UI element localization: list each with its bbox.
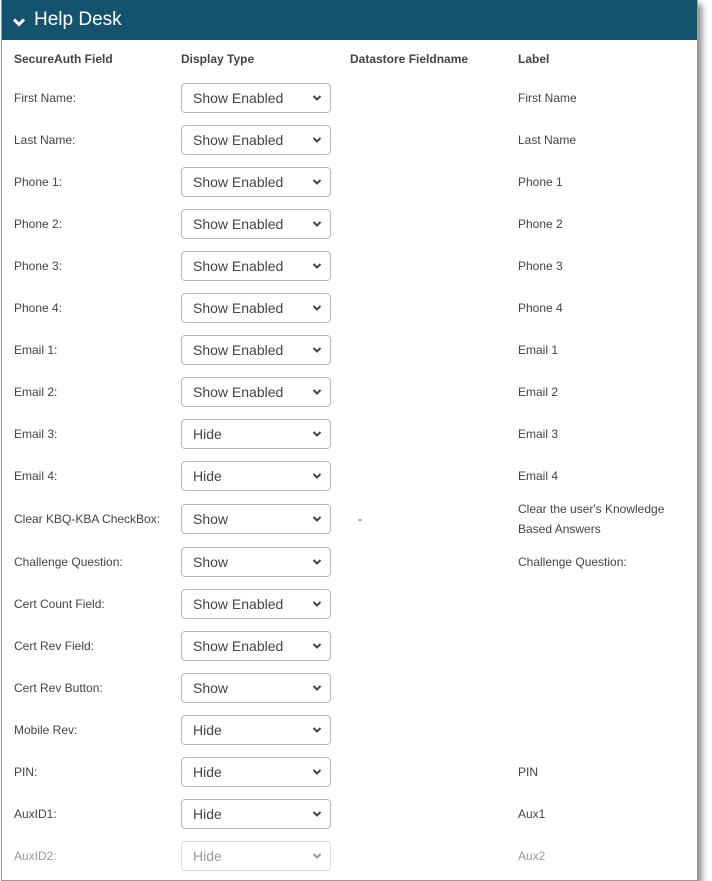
- display-type-select[interactable]: [181, 757, 331, 787]
- chevron-down-icon: [312, 384, 322, 400]
- display-type-value: Show: [193, 511, 229, 527]
- chevron-down-icon: [312, 174, 322, 190]
- column-header-display-type: Display Type: [181, 51, 255, 66]
- field-label: Email 4: [518, 469, 559, 483]
- display-type-select[interactable]: [181, 631, 331, 661]
- field-label: Aux1: [518, 807, 546, 821]
- table-row: [2, 119, 697, 161]
- chevron-down-icon: [312, 848, 322, 864]
- field-label: Phone 3: [518, 259, 563, 273]
- field-name: Cert Count Field:: [14, 597, 105, 611]
- panel-header[interactable]: [2, 0, 697, 40]
- display-type-value: Show Enabled: [193, 384, 284, 400]
- field-label: Aux2: [518, 849, 546, 863]
- field-label: Phone 1: [518, 175, 563, 189]
- column-header-label: Label: [518, 51, 550, 66]
- field-label: Email 3: [518, 427, 559, 441]
- display-type-select[interactable]: [181, 673, 331, 703]
- display-type-select[interactable]: [181, 335, 331, 365]
- chevron-down-icon: [312, 554, 322, 570]
- table-row: [2, 793, 697, 835]
- chevron-down-icon: [312, 426, 322, 442]
- field-label: Clear the user's Knowledge Based Answers: [518, 502, 665, 536]
- field-name: Phone 3:: [14, 259, 63, 273]
- field-label: Challenge Question:: [518, 555, 627, 569]
- field-label: Email 1: [518, 343, 559, 357]
- help-desk-panel: [1, 0, 698, 881]
- chevron-down-icon: [312, 806, 322, 822]
- table-row: [2, 161, 697, 203]
- table-row: [2, 667, 697, 709]
- chevron-down-icon: [312, 132, 322, 148]
- display-type-select[interactable]: [181, 504, 331, 534]
- column-header-field: SecureAuth Field: [14, 51, 113, 66]
- table-row: [2, 541, 697, 583]
- chevron-down-icon: [312, 90, 322, 106]
- field-name: Email 1:: [14, 343, 58, 357]
- display-type-select[interactable]: [181, 547, 331, 577]
- field-label: Last Name: [518, 133, 577, 147]
- display-type-select[interactable]: [181, 167, 331, 197]
- field-name: PIN:: [14, 765, 38, 779]
- display-type-value: Show Enabled: [193, 216, 284, 232]
- field-label: Email 2: [518, 385, 559, 399]
- display-type-value: Hide: [193, 764, 222, 780]
- display-type-select[interactable]: [181, 715, 331, 745]
- table-header: [2, 40, 697, 77]
- table-row: [2, 583, 697, 625]
- display-type-value: Hide: [193, 806, 222, 822]
- field-name: Cert Rev Button:: [14, 681, 103, 695]
- table-row: [2, 751, 697, 793]
- display-type-select[interactable]: [181, 461, 331, 491]
- field-name: Email 2:: [14, 385, 58, 399]
- chevron-down-icon: [312, 216, 322, 232]
- table-row: [2, 455, 697, 497]
- display-type-select[interactable]: [181, 125, 331, 155]
- chevron-down-icon: [312, 468, 322, 484]
- chevron-down-icon[interactable]: [12, 13, 26, 27]
- display-type-select[interactable]: [181, 419, 331, 449]
- field-name: Phone 2:: [14, 217, 63, 231]
- table-row: [2, 77, 697, 119]
- display-type-select[interactable]: [181, 209, 331, 239]
- chevron-down-icon: [312, 342, 322, 358]
- field-name: AuxID2:: [14, 849, 57, 863]
- chevron-down-icon: [312, 596, 322, 612]
- table-row: [2, 709, 697, 751]
- field-name: Last Name:: [14, 133, 76, 147]
- field-name: Challenge Question:: [14, 555, 123, 569]
- display-type-value: Hide: [193, 426, 222, 442]
- display-type-select[interactable]: [181, 251, 331, 281]
- display-type-select[interactable]: [181, 377, 331, 407]
- field-label: Phone 4: [518, 301, 563, 315]
- chevron-down-icon: [312, 680, 322, 696]
- field-name: Email 4:: [14, 469, 58, 483]
- table-row: [2, 287, 697, 329]
- table-row: [2, 835, 697, 877]
- table-row: [2, 497, 697, 541]
- field-name: Mobile Rev:: [14, 723, 78, 737]
- field-name: Clear KBQ-KBA CheckBox:: [14, 512, 161, 526]
- field-name: Phone 1:: [14, 175, 63, 189]
- display-type-value: Show: [193, 554, 229, 570]
- chevron-down-icon: [312, 722, 322, 738]
- panel-title: Help Desk: [34, 9, 122, 30]
- display-type-value: Show Enabled: [193, 258, 284, 274]
- field-label: PIN: [518, 765, 539, 779]
- display-type-value: Show: [193, 680, 229, 696]
- display-type-value: Show Enabled: [193, 638, 284, 654]
- display-type-value: Show Enabled: [193, 132, 284, 148]
- display-type-value: Show Enabled: [193, 300, 284, 316]
- display-type-value: Show Enabled: [193, 90, 284, 106]
- chevron-down-icon: [312, 258, 322, 274]
- display-type-value: Show Enabled: [193, 342, 284, 358]
- table-row: [2, 371, 697, 413]
- field-name: Email 3:: [14, 427, 58, 441]
- display-type-value: Hide: [193, 722, 222, 738]
- table-row: [2, 329, 697, 371]
- field-name: Cert Rev Field:: [14, 639, 95, 653]
- display-type-value: Show Enabled: [193, 174, 284, 190]
- display-type-select[interactable]: [181, 83, 331, 113]
- display-type-value: Hide: [193, 468, 222, 484]
- chevron-down-icon: [312, 764, 322, 780]
- table-row: [2, 413, 697, 455]
- column-header-datastore: Datastore Fieldname: [350, 51, 469, 66]
- display-type-select[interactable]: [181, 799, 331, 829]
- display-type-value: Hide: [193, 848, 222, 864]
- table-row: [2, 245, 697, 287]
- table-row: [2, 625, 697, 667]
- chevron-down-icon: [312, 511, 322, 527]
- display-type-select[interactable]: [181, 589, 331, 619]
- field-name: AuxID1:: [14, 807, 57, 821]
- display-type-select[interactable]: [181, 293, 331, 323]
- table-row: [2, 203, 697, 245]
- chevron-down-icon: [312, 300, 322, 316]
- field-name: First Name:: [14, 91, 77, 105]
- datastore-fieldname: -: [358, 512, 362, 526]
- field-name: Phone 4:: [14, 301, 63, 315]
- display-type-select[interactable]: [181, 841, 331, 871]
- field-label: Phone 2: [518, 217, 563, 231]
- field-label: First Name: [518, 91, 577, 105]
- display-type-value: Show Enabled: [193, 596, 284, 612]
- chevron-down-icon: [312, 638, 322, 654]
- field-table: [2, 77, 697, 877]
